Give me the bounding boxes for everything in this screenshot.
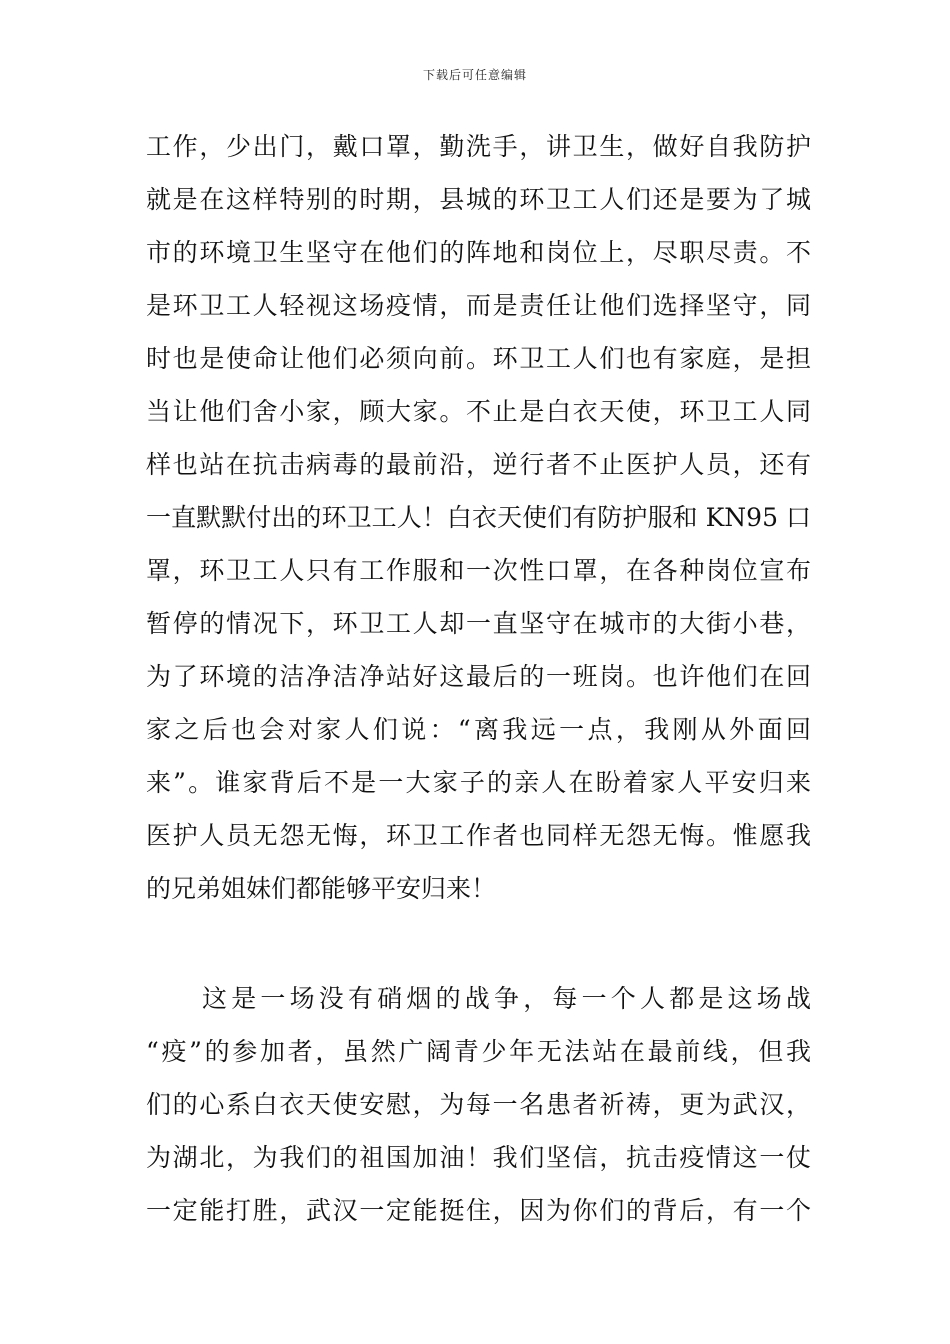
text-line: 暂停的情况下，环卫工人却一直坚守在城市的大街小巷， bbox=[146, 609, 811, 638]
text-line: 是环卫工人轻视这场疫情，而是责任让他们选择坚守，同 bbox=[146, 291, 811, 320]
text-line: 罩，环卫工人只有工作服和一次性口罩，在各种岗位宣布 bbox=[146, 556, 811, 585]
text-line: 一直默默付出的环卫工人！白衣天使们有防护服和 KN95 口 bbox=[146, 503, 811, 532]
text-line: 时也是使命让他们必须向前。环卫工人们也有家庭，是担 bbox=[146, 344, 811, 373]
text-line: 一定能打胜，武汉一定能挺住，因为你们的背后，有一个 bbox=[146, 1196, 811, 1225]
text-line: 当让他们舍小家，顾大家。不止是白衣天使，环卫工人同 bbox=[146, 397, 811, 426]
text-line: 家之后也会对家人们说：“离我远一点，我刚从外面回 bbox=[146, 715, 811, 744]
text-line: 为了环境的洁净洁净站好这最后的一班岗。也许他们在回 bbox=[146, 662, 811, 691]
text-line: 医护人员无怨无悔，环卫工作者也同样无怨无悔。惟愿我 bbox=[146, 821, 811, 850]
text-line: 的兄弟姐妹们都能够平安归来！ bbox=[146, 874, 497, 903]
text-line: “疫”的参加者，虽然广阔青少年无法站在最前线，但我 bbox=[146, 1037, 811, 1066]
text-line: 来”。谁家背后不是一大家子的亲人在盼着家人平安归来 bbox=[146, 768, 811, 797]
paragraph-2 bbox=[146, 972, 811, 1237]
text-line: 为湖北，为我们的祖国加油！我们坚信，抗击疫情这一仗 bbox=[146, 1143, 811, 1172]
text-line: 市的环境卫生坚守在他们的阵地和岗位上，尽职尽责。不 bbox=[146, 238, 811, 267]
text-line: 样也站在抗击病毒的最前沿，逆行者不止医护人员，还有 bbox=[146, 450, 811, 479]
page-header: 下载后可任意编辑 bbox=[422, 68, 527, 82]
paragraph-1 bbox=[146, 120, 811, 915]
text-line: 工作，少出门，戴口罩，勤洗手，讲卫生，做好自我防护 bbox=[146, 132, 811, 161]
text-line: 这是一场没有硝烟的战争，每一个人都是这场战 bbox=[202, 984, 811, 1013]
text-line: 就是在这样特别的时期，县城的环卫工人们还是要为了城 bbox=[146, 185, 811, 214]
text-line: 们的心系白衣天使安慰，为每一名患者祈祷，更为武汉， bbox=[146, 1090, 811, 1119]
